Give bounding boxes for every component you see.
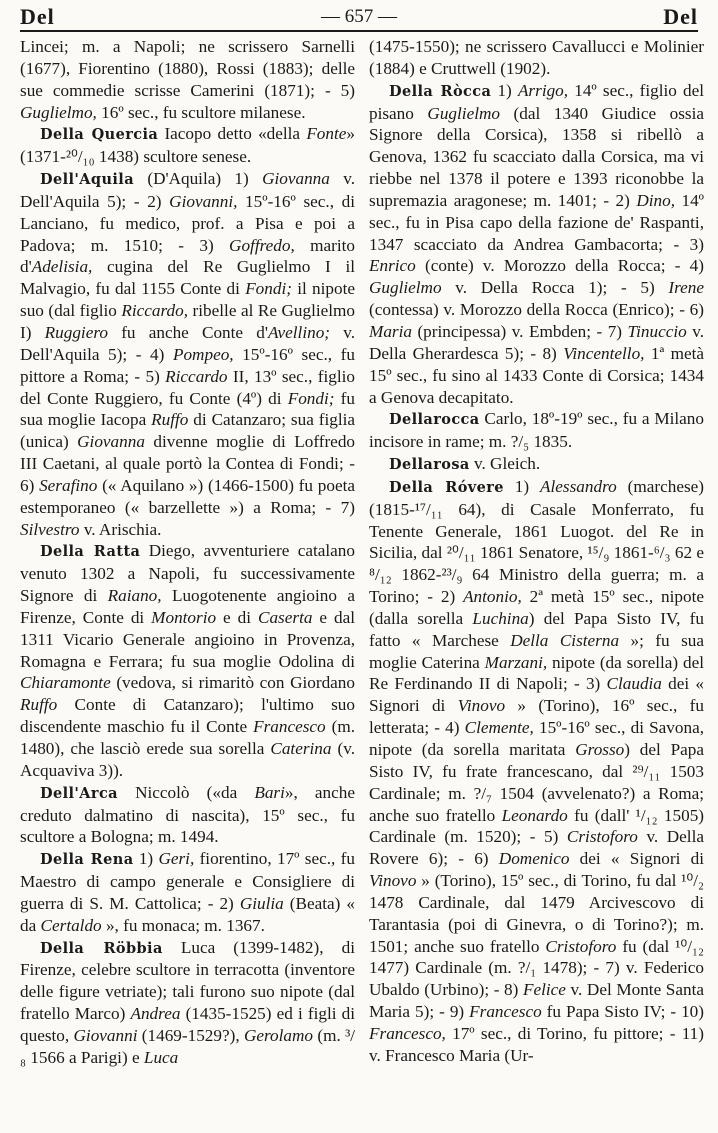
entry-text: divenne moglie di Loffredo III Caetani, al quale portò la Contea di Fondi; - 6): [20, 432, 355, 495]
dictionary-entry: [20, 540, 355, 781]
entry-text: Conte di Catanzaro); l'ultimo suo discendente maschio fu il Conte: [20, 695, 355, 737]
entry-text: ribelle al Re Guglielmo I): [20, 301, 355, 342]
italic-name: Clemente,: [464, 718, 534, 738]
entry-text: v. Della Rocca 1); - 5): [441, 278, 669, 298]
entry-text: Luca (1399-1482), di Firenze, celebre scultore in terracotta (inventore delle figure vetriate); tali furono suo nipote (dal fratello Marco): [20, 937, 355, 1024]
entry-headword: Dell'Arca: [40, 784, 118, 802]
italic-name: Arrigo,: [517, 80, 569, 100]
italic-name: Felice: [522, 980, 566, 1000]
entry-text: 15º-16º sec., di Lanciano, fu medico, prof. a Pisa e poi a Padova; m. 1510; - 3): [20, 191, 355, 255]
dictionary-entry: [369, 476, 704, 1067]
entry-text: 1ª metà 15º sec., fu sino al 1433 Conte di Corsica; 1434 a Genova decapitato.: [369, 343, 704, 407]
entry-text: v. Dell'Aquila 5); - 2): [20, 169, 355, 211]
page-header: [20, 4, 698, 32]
entry-text: v. Dell'Aquila 5); - 4): [20, 322, 355, 364]
dictionary-entry: [20, 123, 355, 168]
entry-continuation: [369, 36, 704, 80]
italic-name: Fonte: [306, 124, 347, 144]
italic-name: Chiaramonte: [20, 673, 111, 693]
entry-text: (vedova, si rimaritò con Giordano: [110, 673, 355, 693]
italic-name: Riccardo,: [121, 301, 189, 321]
entry-text: (principessa) v. Embden; - 7): [411, 321, 628, 341]
entry-headword: Della Ròcca: [389, 82, 492, 100]
entry-headword: Della Ratta: [40, 543, 141, 561]
right-running-head: Del: [663, 4, 698, 29]
dictionary-entry: [369, 408, 704, 453]
entry-text: (1435-1525) ed i figli di questo,: [20, 1004, 355, 1045]
entry-headword: Della Róvere: [389, 478, 504, 496]
left-running-head: Del: [20, 4, 55, 29]
entry-headword: Della Rena: [40, 851, 134, 869]
italic-name: Bari: [254, 782, 285, 802]
italic-name: Dino,: [636, 190, 676, 210]
italic-name: Marzani,: [484, 652, 548, 672]
italic-name: Giovanni: [73, 1025, 138, 1045]
entry-text: 14º sec., fu in Pisa capo della fazione de' Raspanti, 1347 scacciato da Andrea Gambacorta; - 3): [369, 190, 704, 254]
italic-name: Francesco: [469, 1002, 542, 1022]
entry-text: ) del Papa Sisto IV, fu frate francescano, dal ²⁹/₁₁ 1503 Cardinale; m. ?/₇ 1504 (avvelenato?) a Roma; anche suo fratello: [369, 740, 704, 825]
entry-text: 2ª metà 15º sec., nipote (dalla sorella: [369, 587, 704, 628]
italic-name: Leonardo: [501, 805, 568, 825]
entry-text: e di: [216, 607, 258, 627]
italic-name: Vincentello,: [563, 343, 645, 363]
italic-name: Avellino;: [267, 322, 331, 342]
entry-text: » (Torino), 16º sec., fu letterata; - 4): [369, 696, 704, 738]
italic-name: Montorio: [151, 607, 217, 627]
entry-text: (marchese) (1815-¹⁷/₁₁ 64), di Casale Monferrato, fu Tenente Generale, 1861 Luogot. del Re in Sicilia, dal ²⁰/₁₁ 1861 Senatore, ¹⁵/₉ 1861-⁶/₃ 62 e ⁸/₁₂ 1862-²³/₉ 64 Ministro della guerra; m. a Torino; - 2): [369, 476, 704, 607]
entry-text: » (1371-²⁰/₁₀ 1438) scultore senese.: [20, 124, 355, 167]
italic-name: Andrea: [130, 1004, 181, 1024]
italic-name: Vinovo: [369, 871, 417, 891]
entry-text: dei « Signori di: [569, 849, 704, 869]
italic-name: Antonio,: [463, 587, 522, 607]
italic-name: Luca: [143, 1047, 179, 1067]
italic-name: Guglielmo: [427, 103, 500, 123]
entry-headword: Dell'Aquila: [40, 171, 134, 189]
italic-name: Adelisia,: [31, 257, 93, 277]
italic-name: Serafino: [39, 475, 98, 495]
entry-text: (m. ³/₈ 1566 a Parigi) e: [20, 1025, 355, 1067]
italic-name: Pompeo,: [172, 344, 234, 364]
entry-text: Iacopo detto «della: [158, 124, 307, 144]
entry-text: » (Torino), 15º sec., di Torino, fu dal ¹⁰/₂ 1478 Cardinale, dal 1479 Arcivescovo di Tarantasia (poi di Ginevra, o di Torino?); m. 1501; anche suo fratello: [369, 871, 704, 956]
entry-text: v. Del Monte Santa Maria 5); - 9): [369, 980, 704, 1022]
entry-text: », anche creduto dalmatino di nascita), 15º sec., fu scultore a Bologna; m. 1494.: [20, 782, 355, 847]
italic-name: Della Cisterna: [510, 630, 620, 650]
entry-text: (1475-1550); ne scrissero Cavallucci e Molinier (1884) e Cruttwell (1902).: [369, 37, 704, 78]
dictionary-entry: [20, 782, 355, 849]
entry-text: fu sua moglie Iacopa: [20, 388, 355, 430]
entry-headword: Dellarocca: [389, 411, 480, 429]
entry-text: Carlo, 18º-19º sec., fu a Milano incisore in rame; m. ?/₅ 1835.: [369, 409, 704, 452]
entry-text: v. Gleich.: [469, 454, 541, 474]
entry-text: fiorentino, 17º sec., fu Maestro di campo generale e Consigliere di guerra di S. M. Cattolica; - 2): [20, 849, 355, 913]
italic-name: Goffredo,: [229, 235, 295, 255]
entry-text: »; fu sua moglie Caterina: [369, 630, 704, 672]
entry-text: (v. Acquaviva 3)).: [20, 739, 355, 780]
italic-name: Tinuccio: [627, 321, 687, 341]
italic-name: Raiano,: [107, 586, 162, 606]
page-number: — 657 —: [321, 6, 397, 27]
italic-name: Guglielmo: [369, 278, 442, 298]
italic-name: Ruggiero: [44, 322, 108, 342]
entry-text: marito d': [20, 235, 355, 277]
entry-text: (contessa) v. Morozzo della Rocca (Enrico); - 6): [369, 300, 704, 320]
left-column: [20, 36, 355, 1131]
entry-continuation: [20, 36, 355, 123]
italic-name: Riccardo: [165, 366, 228, 386]
dictionary-entry: [20, 168, 355, 540]
entry-text: (1469-1529?),: [137, 1025, 244, 1045]
entry-text: (D'Aquila) 1): [134, 169, 263, 189]
italic-name: Ruffo: [151, 410, 189, 430]
entry-text: fu Papa Sisto IV; - 10): [541, 1002, 704, 1022]
italic-name: Irene: [668, 278, 704, 298]
entry-text: Niccolò («da: [117, 782, 255, 802]
entry-text: di Catanzaro; sua figlia (unica): [20, 410, 355, 452]
entry-text: », fu monaca; m. 1367.: [101, 915, 265, 935]
italic-name: Claudia: [606, 674, 662, 694]
italic-name: Giovanni,: [169, 191, 238, 211]
entry-text: (conte) v. Morozzo della Rocca; - 4): [415, 256, 704, 276]
entry-text: 16º sec., fu scultore milanese.: [96, 102, 306, 122]
entry-text: fu anche Conte d': [107, 322, 268, 342]
italic-name: Fondi;: [245, 279, 292, 299]
italic-name: Cristoforo: [545, 936, 617, 956]
entry-text: 1): [491, 80, 518, 100]
entry-text: (m. 1480), che lasciò erede sua sorella: [20, 717, 355, 758]
italic-name: Vinovo: [457, 696, 506, 716]
entry-text: (dal 1340 Giudice ossia Signore della Corsica), 1358 si ribellò a Genova, 1362 fu scacciato dalla Corsica, ma vi riebbe nel 1378 il potere e 1393 riconobbe la supremazia aragonese; m. 1401; - 2): [369, 103, 704, 210]
entry-text: dei « Signori di: [369, 674, 704, 716]
italic-name: Certaldo: [40, 915, 102, 935]
entry-headword: Dellarosa: [389, 456, 470, 474]
entry-text: Luogotenente angioino a Firenze, Conte di: [20, 586, 355, 627]
entry-text: nipote (da sorella) del Re Ferdinando II di Napoli; - 3): [369, 652, 704, 694]
entry-text: 17º sec., di Torino, fu pittore; - 11) v. Francesco Maria (Ur-: [369, 1023, 704, 1065]
italic-name: Giovanna: [262, 169, 330, 189]
entry-text: Diego, avventuriere catalano venuto 1302 a Napoli, fu successivamente Signore di: [20, 541, 355, 606]
italic-name: Giulia: [239, 893, 284, 913]
dictionary-entry: [369, 453, 704, 476]
italic-name: Luchina: [472, 608, 529, 628]
entry-text: e dal 1311 Vicario Generale angioino in Provenza, Romagna e Ferrara; fu sua moglie Odolina di: [20, 607, 355, 671]
dictionary-entry: [369, 80, 704, 409]
entry-text: il nipote suo (dal figlio: [20, 279, 355, 321]
entry-text: ) del Papa Sisto IV, fu fatto « Marchese: [369, 608, 704, 650]
entry-text: v. Della Rovere 6); - 6): [369, 827, 704, 869]
italic-name: Fondi;: [287, 388, 335, 408]
entry-text: fu (dal ¹⁰/₁₂ 1477) Cardinale (m. ?/₁ 1478); - 7) v. Federico Ubaldo (Urbino); - 8): [369, 936, 704, 1000]
italic-name: Silvestro: [20, 519, 80, 539]
entry-text: 1): [133, 849, 159, 869]
entry-headword: Della Röbbia: [40, 939, 163, 957]
italic-name: Ruffo: [20, 695, 58, 715]
italic-name: Alessandro: [540, 476, 617, 496]
italic-name: Gerolamo: [243, 1025, 314, 1045]
dictionary-entry: [20, 937, 355, 1069]
italic-name: Domenico: [498, 849, 570, 869]
italic-name: Caserta: [258, 607, 313, 627]
entry-text: (Beata) « da: [20, 893, 355, 935]
entry-text: II, 13º sec., figlio del Conte Ruggiero, fu Conte (4º) di: [20, 366, 355, 408]
dictionary-entry: [20, 848, 355, 936]
italic-name: Caterina: [270, 739, 332, 758]
italic-name: Giovanna: [77, 432, 145, 452]
entry-text: 1): [503, 476, 541, 496]
italic-name: Guglielmo,: [20, 102, 97, 122]
italic-name: Cristoforo: [566, 827, 638, 847]
text-columns: [20, 36, 704, 1131]
entry-text: (« Aquilano ») (1466-1500) fu poeta estemporaneo (« barzellette ») a Roma; - 7): [20, 475, 355, 517]
entry-text: v. Arischia.: [79, 519, 162, 539]
italic-name: Francesco: [253, 717, 326, 737]
italic-name: Geri,: [158, 849, 195, 869]
right-column: [369, 36, 704, 1131]
entry-text: Lincei; m. a Napoli; ne scrissero Sarnelli (1677), Fiorentino (1880), Rossi (1883); delle sue commedie scrisse Camerini (1871); - 5): [20, 37, 355, 100]
entry-text: 15º-16º sec., fu pittore a Roma; - 5): [20, 344, 355, 386]
entry-text: 15º-16º sec., di Savona, nipote (da sorella maritata: [369, 718, 704, 759]
italic-name: Maria: [369, 321, 412, 341]
entry-text: fu (dall' ¹/₁₂ 1505) Cardinale (m. 1520); - 5): [369, 805, 704, 847]
entry-text: v. Della Gherardesca 5); - 8): [369, 321, 704, 363]
italic-name: Enrico: [369, 256, 416, 276]
entry-text: cugina del Re Guglielmo I il Malvagio, fu dal 1155 Conte di: [20, 257, 355, 299]
entry-headword: Della Quercia: [40, 126, 159, 144]
italic-name: Francesco,: [369, 1023, 446, 1043]
italic-name: Grosso: [575, 740, 625, 759]
entry-text: 14º sec., figlio del pisano: [369, 80, 704, 123]
